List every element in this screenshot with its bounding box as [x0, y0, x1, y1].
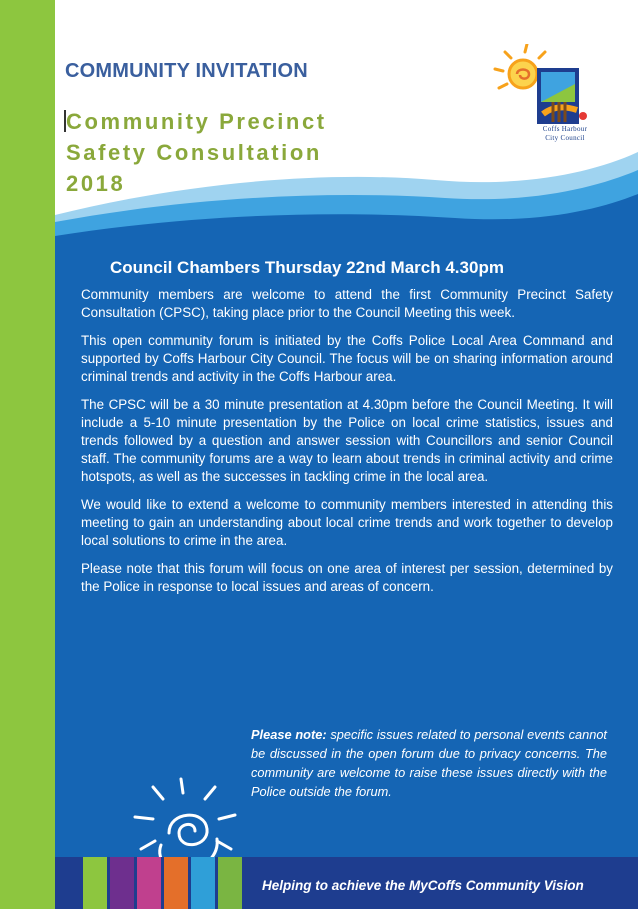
footer-stripe: [191, 857, 215, 909]
body-paragraph-3: The CPSC will be a 30 minute presentation at 4.30pm before the Council Meeting. It will include a 5-10 minute presentation by the Police on local crime statistics, issues and trends followed by a question and answer session with Councillors and senior Council staff. The community forums are a way to learn about trends in criminal activity and crime hotspots, as well as the successes in tackling crime in the local area.: [81, 397, 613, 484]
footer-stripe: [164, 857, 188, 909]
privacy-note-label: Please note:: [251, 727, 327, 742]
subtitle-line-3: 2018: [66, 171, 126, 196]
body-text: [81, 286, 613, 606]
subtitle-line-2: Safety Consultation: [66, 140, 322, 165]
logo-caption-line-2: City Council: [545, 134, 585, 142]
body-paragraph-4: We would like to extend a welcome to community members interested in attending this meeting to gain an understanding about local crime trends and work together to develop local solutions to crime in the area.: [81, 497, 613, 548]
page-title: COMMUNITY INVITATION: [65, 60, 308, 82]
privacy-note: [251, 725, 607, 801]
body-paragraph-2: This open community forum is initiated by the Coffs Police Local Area Command and supported by Coffs Harbour City Council. The focus will be on sharing information around criminal trends and activity in the Coffs Harbour area.: [81, 333, 613, 384]
subtitle-line-1: Community Precinct: [66, 109, 327, 134]
footer-tagline: Helping to achieve the MyCoffs Community Vision: [262, 878, 584, 893]
event-heading: Council Chambers Thursday 22nd March 4.30pm: [110, 258, 504, 277]
logo-caption: [525, 125, 605, 143]
footer-stripe: [83, 857, 107, 909]
event-subtitle: [66, 106, 327, 199]
body-paragraph-1: Community members are welcome to attend the first Community Precinct Safety Consultation (CPSC), taking place prior to the Council Meeting this week.: [81, 287, 613, 320]
body-paragraph-5: Please note that this forum will focus on one area of interest per session, determined by the Police in response to local issues and areas of concern.: [81, 561, 613, 594]
privacy-note-text: specific issues related to personal events cannot be discussed in the open forum due to privacy concerns. The community are welcome to raise these issues directly with the Police outside the forum.: [251, 727, 607, 799]
flyer: [55, 0, 638, 909]
footer-stripe: [218, 857, 242, 909]
logo-caption-line-1: Coffs Harbour: [542, 125, 588, 133]
left-green-bar: [0, 0, 55, 909]
footer-stripe: [110, 857, 134, 909]
footer-stripe: [137, 857, 161, 909]
